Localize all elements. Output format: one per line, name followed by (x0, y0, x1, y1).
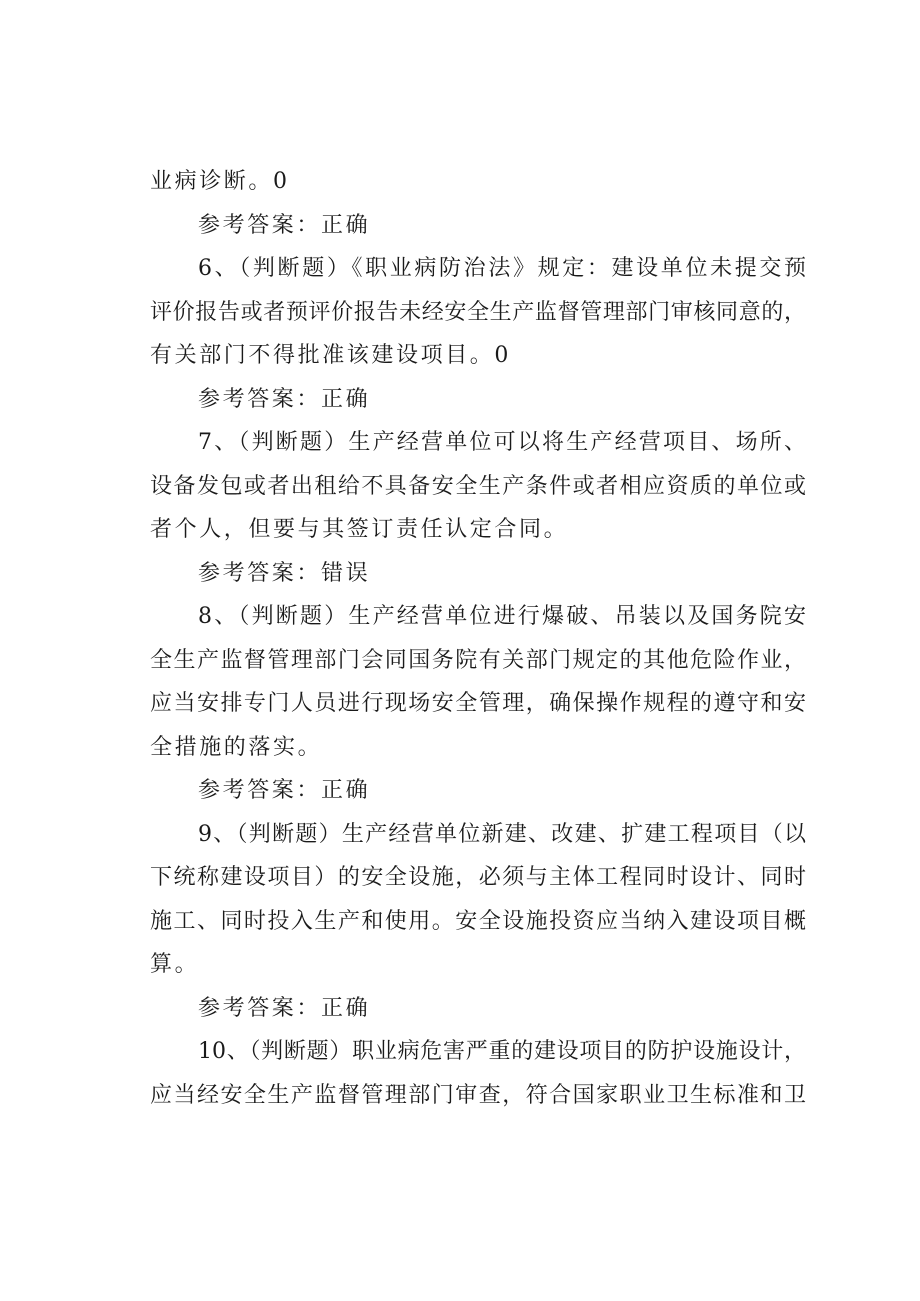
answer-line: 参考答案：正确 (198, 995, 371, 1021)
answer-line: 参考答案：正确 (198, 212, 371, 238)
question-8-line-3: 应当安排专门人员进行现场安全管理，确保操作规程的遵守和安 (150, 691, 806, 716)
answer-line: 参考答案：正确 (198, 386, 371, 412)
question-7-line-1: 7、（判断题）生产经营单位可以将生产经营项目、场所、 (198, 430, 806, 455)
question-9-line-4: 算。 (150, 952, 200, 977)
question-9-line-2: 下统称建设项目）的安全设施，必须与主体工程同时设计、同时 (150, 865, 806, 890)
question-8-line-1: 8、（判断题）生产经营单位进行爆破、吊装以及国务院安 (198, 604, 806, 629)
question-6-line-1: 6、（判断题）《职业病防治法》规定：建设单位未提交预 (198, 256, 806, 281)
question-10-line-2: 应当经安全生产监督管理部门审查，符合国家职业卫生标准和卫 (150, 1082, 806, 1108)
question-8-line-4: 全措施的落实。 (150, 734, 323, 760)
question-6-line-3: 有关部门不得批准该建设项目。0 (150, 343, 511, 368)
question-9-line-1: 9、（判断题）生产经营单位新建、改建、扩建工程项目（以 (198, 821, 806, 847)
question-9-line-3: 施工、同时投入生产和使用。安全设施投资应当纳入建设项目概 (150, 908, 806, 934)
question-8-line-2: 全生产监督管理部门会同国务院有关部门规定的其他危险作业， (150, 647, 806, 673)
answer-line: 参考答案：正确 (198, 778, 371, 803)
question-7-line-2: 设备发包或者出租给不具备安全生产条件或者相应资质的单位或 (150, 473, 806, 499)
question-6-line-2: 评价报告或者预评价报告未经安全生产监督管理部门审核同意的， (150, 299, 806, 325)
answer-line: 参考答案：错误 (198, 560, 371, 586)
text-line: 业病诊断。0 (150, 169, 290, 194)
document-body (150, 160, 806, 1117)
question-7-line-3: 者个人，但要与其签订责任认定合同。 (150, 517, 569, 542)
question-10-line-1: 10、（判断题）职业病危害严重的建设项目的防护设施设计， (198, 1039, 806, 1064)
